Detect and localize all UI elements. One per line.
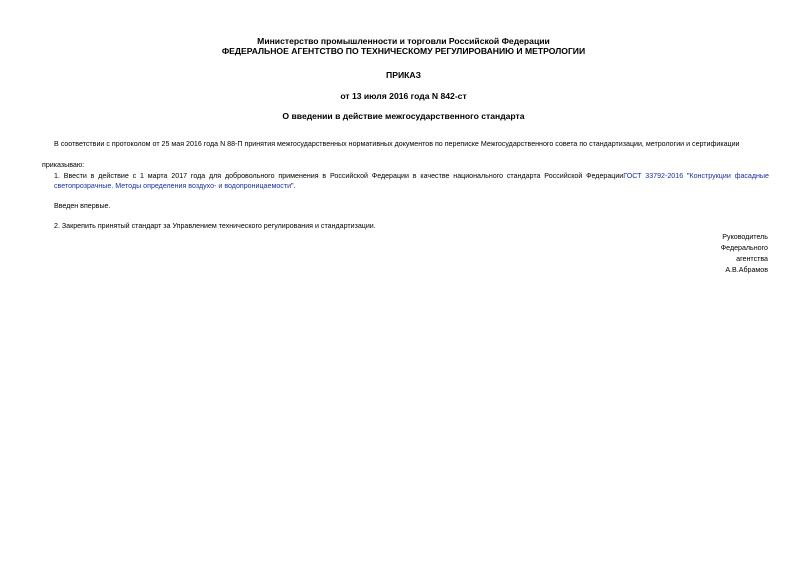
quote-close: ". xyxy=(291,182,296,190)
signature-position-line-3: агентства xyxy=(736,255,768,263)
document-subject: О введении в действие межгосударственного стандарта xyxy=(282,111,525,121)
preamble-paragraph: В соответствии с протоколом от 25 мая 2016 года N 88-П принятия межгосударственных нормативных документов по переписке Межгосударственного совета по стандартизации, метрологии и сертификации xyxy=(54,140,740,148)
agency-title: ФЕДЕРАЛЬНОЕ АГЕНТСТВО ПО ТЕХНИЧЕСКОМУ РЕГУЛИРОВАНИЮ И МЕТРОЛОГИИ xyxy=(221,46,586,56)
item-1-paragraph xyxy=(54,171,769,191)
document-type: ПРИКАЗ xyxy=(386,70,421,80)
item-2-paragraph: 2. Закрепить принятый стандарт за Управлением технического регулирования и стандартизации. xyxy=(54,222,376,230)
item-1-text: 1. Ввести в действие с 1 марта 2017 года для добровольного применения в Российской Федерации в качестве национального стандарта Российской Федерации xyxy=(54,172,624,180)
ministry-title: Министерство промышленности и торговли Российской Федерации xyxy=(257,36,550,46)
signature-name: А.В.Абрамов xyxy=(725,266,768,274)
order-word: приказываю: xyxy=(42,161,85,169)
date-number: от 13 июля 2016 года N 842-ст xyxy=(340,91,467,101)
signature-position-line-2: Федерального xyxy=(720,244,768,252)
introduced-note: Введен впервые. xyxy=(54,202,111,210)
signature-position-line-1: Руководитель xyxy=(722,233,768,241)
standard-title-link[interactable]: Конструкции фасадные светопрозрачные. Методы определения воздухо- и водопроницаемости xyxy=(54,172,769,190)
signature-block xyxy=(721,232,768,276)
standard-code-link[interactable]: ГОСТ 33792-2016 xyxy=(623,172,684,180)
quote-open: " xyxy=(683,172,690,180)
